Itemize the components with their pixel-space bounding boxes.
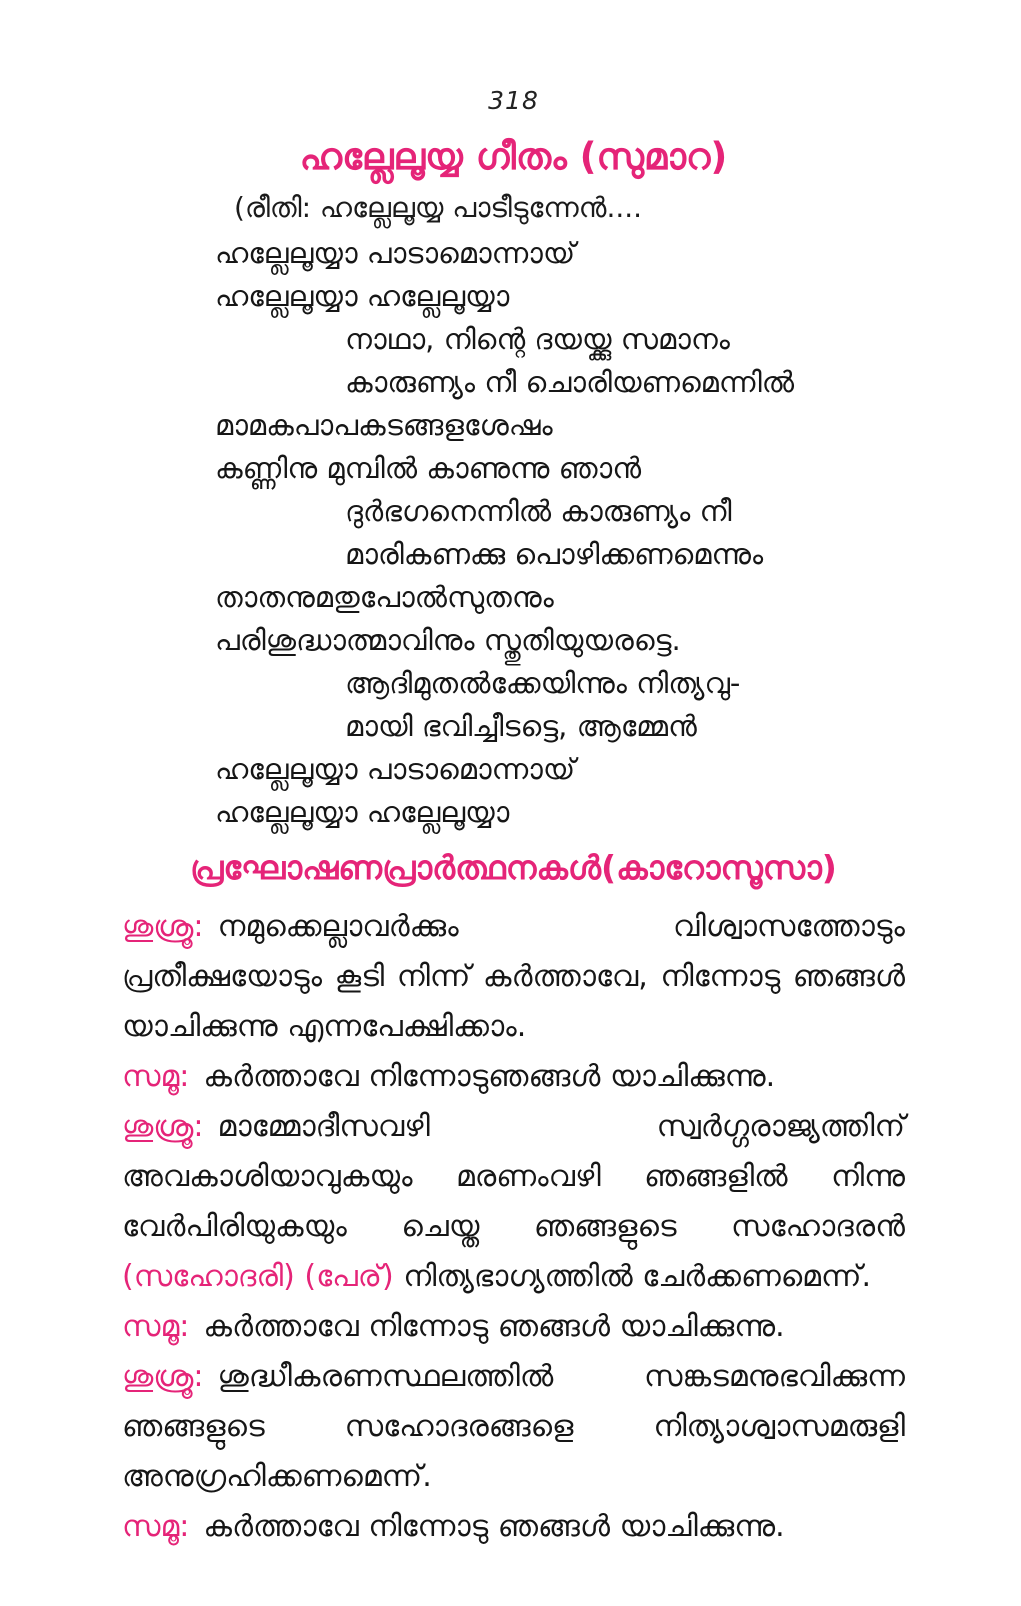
hymn-stanza [122,232,905,834]
proclamation-paragraph [122,1352,905,1502]
hymn-line: ഹല്ലേലൂയ്യാ ഹല്ലേലൂയ്യാ [215,279,510,313]
prayer-text: മാമ്മോദീസവഴി സ്വർഗ്ഗരാജ്യത്തിന് അവകാശിയാവുകയും മരണംവഴി ഞങ്ങളിൽ നിന്നു വേർപിരിയുകയും ചെയ്ത ഞങ്ങളുടെ സഹോദരൻ [122,1109,905,1244]
response-paragraph [122,1502,905,1552]
page-number: 318 [488,86,539,115]
hymn-line: കാരുണ്യം നീ ചൊരിയണമെന്നിൽ [345,365,795,399]
proclamation-paragraph [122,1102,905,1302]
hymn-line: താതനുമതുപോൽസുതനും [215,580,554,614]
prayer-text: കർത്താവേ നിന്നോടു ഞങ്ങൾ യാചിക്കുന്നു. [203,1309,785,1344]
hymn-line: ഹല്ലേലൂയ്യാ ഹല്ലേലൂയ്യാ [215,795,510,829]
hymn-line: മാരികണക്കു പൊഴിക്കണമെന്നും [345,537,764,571]
karozusa-prayers [122,902,905,1552]
karozusa-heading: പ്രഘോഷണപ്രാർത്ഥനകൾ(കാറോസൂസാ) [190,848,837,887]
speaker-label: സമൂ: [122,1509,190,1544]
speaker-label: ശുശ്രൂ: [122,909,204,944]
hymn-line: ഹല്ലേലൂയ്യാ പാടാമൊന്നായ് [215,236,576,270]
prayer-text: നിത്യഭാഗ്യത്തിൽ ചേർക്കണമെന്ന്. [393,1259,872,1294]
speaker-label: ശുശ്രൂ: [122,1359,204,1394]
prayer-text: കർത്താവേ നിന്നോടു ഞങ്ങൾ യാചിക്കുന്നു. [203,1509,785,1544]
prayer-text: കർത്താവേ നിന്നോടുഞങ്ങൾ യാചിക്കുന്നു. [203,1059,776,1094]
hymn-title: ഹല്ലേലൂയ്യ ഗീതം (സുമാറ) [299,135,728,178]
hymn-line: മാമകപാപകടങ്ങളശേഷം [215,408,553,442]
prayer-text: നമുക്കെല്ലാവർക്കും വിശ്വാസത്തോടും പ്രതീക്ഷയോടും കൂടി നിന്ന് കർത്താവേ, നിന്നോടു ഞങ്ങൾ യാചിക്കുന്നു എന്നപേക്ഷിക്കാം. [122,909,905,1044]
response-paragraph [122,1302,905,1352]
hymn-line: പരിശുദ്ധാത്മാവിനും സ്തുതിയുയരട്ടെ. [215,623,681,657]
hymn-line: ദുർഭഗനെന്നിൽ കാരുണ്യം നീ [345,494,732,528]
response-paragraph [122,1052,905,1102]
speaker-label: സമൂ: [122,1059,190,1094]
proclamation-paragraph [122,902,905,1052]
hymn-line: മായി ഭവിച്ചീടട്ടെ, ആമ്മേൻ [345,709,697,743]
hymn-line: ഹല്ലേലൂയ്യാ പാടാമൊന്നായ് [215,752,576,786]
speaker-label: സമൂ: [122,1309,190,1344]
hymn-tune-line: (രീതി: ഹല്ലേലൂയ്യ പാടീടുന്നേൻ.... [234,191,643,224]
hymn-line: കണ്ണിനു മുമ്പിൽ കാണുന്നു ഞാൻ [215,451,642,485]
hymn-line: നാഥാ, നിന്റെ ദയയ്ക്കു സമാനം [345,322,730,356]
prayer-text: ശുദ്ധീകരണസ്ഥലത്തിൽ സങ്കടമനുഭവിക്കുന്ന ഞങ്ങളുടെ സഹോദരങ്ങളെ നിത്യാശ്വാസമരുളി അനുഗ്രഹിക്കണമെന്ന്. [122,1359,905,1494]
rubric-text: (സഹോദരി) (പേര്) [122,1259,394,1294]
hymn-line: ആദിമുതൽക്കേയിന്നും നിത്യവു- [345,666,741,700]
speaker-label: ശുശ്രൂ: [122,1109,204,1144]
